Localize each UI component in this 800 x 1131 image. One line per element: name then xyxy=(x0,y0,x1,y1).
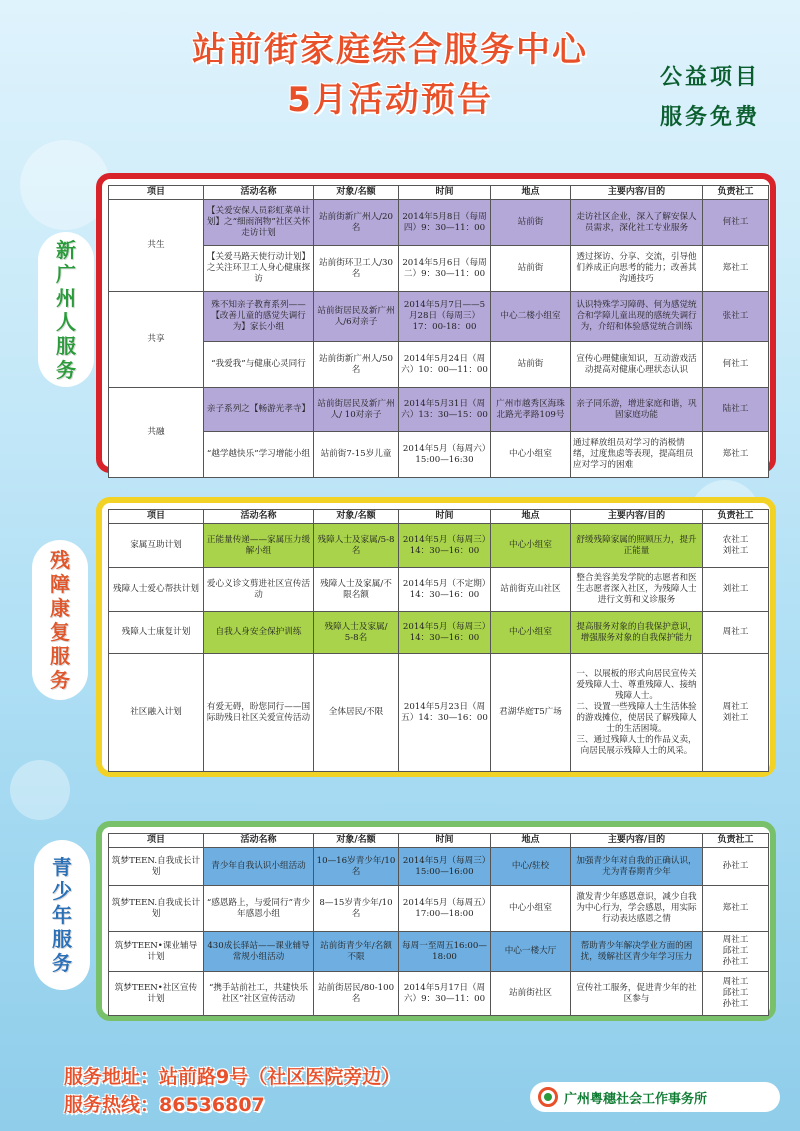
table-row xyxy=(109,886,769,932)
place-cell: 中心二楼小组室 xyxy=(491,292,571,342)
table-row xyxy=(109,246,769,292)
target-cell: 站前街青少年/名额不限 xyxy=(314,932,399,972)
activity-table xyxy=(108,509,769,772)
activity-table xyxy=(108,185,769,478)
project-cell: 筑梦TEEN•课业辅导计划 xyxy=(109,932,204,972)
column-header: 活动名称 xyxy=(204,510,314,524)
decorative-bubble xyxy=(10,760,70,820)
target-cell: 站前街新广州人/50名 xyxy=(314,342,399,388)
content-cell: 认识特殊学习障碍、何为感觉统合和学障儿童出现的感统失调行为，介绍和体验感觉统合训练 xyxy=(571,292,703,342)
section-disability-rehab xyxy=(96,497,776,777)
worker-cell: 周社工 邱社工 孙社工 xyxy=(703,932,769,972)
time-cell: 2014年5月7日——5月28日（每周三）17：00-18：00 xyxy=(399,292,491,342)
organization-name: 广州粤穗社会工作事务所 xyxy=(564,1091,708,1107)
label-char: 残 xyxy=(50,548,70,572)
table-row xyxy=(109,200,769,246)
column-header: 时间 xyxy=(399,510,491,524)
project-cell: 筑梦TEEN•社区宣传计划 xyxy=(109,972,204,1016)
column-header: 对象/名额 xyxy=(314,186,399,200)
label-char: 障 xyxy=(50,572,70,596)
worker-cell: 周社工 邱社工 孙社工 xyxy=(703,972,769,1016)
time-cell: 2014年5月31日（周六）13：30—15：00 xyxy=(399,388,491,432)
target-cell: 残障人士及家属/5-8名 xyxy=(314,524,399,568)
section-label-disability-rehab xyxy=(32,540,88,700)
section-label-youth xyxy=(34,840,90,990)
slogan-line-2: 服务免费 xyxy=(659,104,760,130)
content-cell: 整合美容美发学院的志愿者和医生志愿者深入社区，为残障人士进行文剪和义诊服务 xyxy=(571,568,703,612)
content-cell: 通过释放组员对学习的消极情绪，过度焦虑等表现，提高组员应对学习的困难 xyxy=(571,432,703,478)
target-cell: 8—15岁青少年/10名 xyxy=(314,886,399,932)
content-cell: 宣传心理健康知识，互动游戏活动提高对健康心理状态认识 xyxy=(571,342,703,388)
project-cell: 筑梦TEEN.自我成长计划 xyxy=(109,886,204,932)
slogan-line-1: 公益项目 xyxy=(659,64,760,90)
table-header-row xyxy=(109,510,769,524)
table-row xyxy=(109,932,769,972)
content-cell: 亲子同乐游，增进家庭和谐，巩固家庭功能 xyxy=(571,388,703,432)
label-char: 务 xyxy=(52,951,72,975)
column-header: 项目 xyxy=(109,834,204,848)
project-cell: 社区融入计划 xyxy=(109,654,204,772)
activity-name-cell: “携手站前社工，共建快乐社区”社区宣传活动 xyxy=(204,972,314,1016)
column-header: 负责社工 xyxy=(703,510,769,524)
place-cell: 中心一楼大厅 xyxy=(491,932,571,972)
place-cell: 中心小组室 xyxy=(491,524,571,568)
place-cell: 君湖华庭T5广场 xyxy=(491,654,571,772)
organization-logo-icon xyxy=(538,1087,558,1107)
content-cell: 舒缓残障家属的照顾压力，提升正能量 xyxy=(571,524,703,568)
label-char: 广 xyxy=(56,261,76,286)
worker-cell: 陆社工 xyxy=(703,388,769,432)
time-cell: 2014年5月（每周三）14：30—16：00 xyxy=(399,612,491,654)
project-cell: 残障人士爱心帮扶计划 xyxy=(109,568,204,612)
worker-cell: 郑社工 xyxy=(703,246,769,292)
column-header: 对象/名额 xyxy=(314,834,399,848)
activity-name-cell: “我爱我”与健康心灵同行 xyxy=(204,342,314,388)
place-cell: 中心小组室 xyxy=(491,612,571,654)
target-cell: 10—16岁青少年/10名 xyxy=(314,848,399,886)
table-row xyxy=(109,612,769,654)
organization-badge xyxy=(530,1082,780,1112)
label-char: 务 xyxy=(56,357,76,382)
time-cell: 2014年5月（每周五）17:00—18:00 xyxy=(399,886,491,932)
activity-name-cell: “越学越快乐”学习增能小组 xyxy=(204,432,314,478)
place-cell: 站前街社区 xyxy=(491,972,571,1016)
place-cell: 广州市越秀区海珠北路光孝路109号 xyxy=(491,388,571,432)
worker-cell: 郑社工 xyxy=(703,886,769,932)
place-cell: 站前街 xyxy=(491,342,571,388)
column-header: 项目 xyxy=(109,186,204,200)
label-char: 康 xyxy=(50,596,70,620)
column-header: 地点 xyxy=(491,510,571,524)
column-header: 地点 xyxy=(491,186,571,200)
label-char: 年 xyxy=(52,903,72,927)
activity-name-cell: “感恩路上，与爱同行”青少年感恩小组 xyxy=(204,886,314,932)
time-cell: 2014年5月17日（周六）9：30—11：00 xyxy=(399,972,491,1016)
table-row xyxy=(109,654,769,772)
label-char: 少 xyxy=(52,879,72,903)
table-row xyxy=(109,848,769,886)
time-cell: 2014年5月（不定期）14：30—16：00 xyxy=(399,568,491,612)
project-cell: 筑梦TEEN.自我成长计划 xyxy=(109,848,204,886)
page-subtitle: 5月活动预告 xyxy=(287,80,493,120)
table-row xyxy=(109,524,769,568)
label-char: 新 xyxy=(56,237,76,262)
column-header: 负责社工 xyxy=(703,186,769,200)
content-cell: 加强青少年对自我的正确认识，尤为青春期青少年 xyxy=(571,848,703,886)
column-header: 时间 xyxy=(399,186,491,200)
activity-name-cell: 亲子系列之【畅游光孝寺】 xyxy=(204,388,314,432)
project-cell: 家属互助计划 xyxy=(109,524,204,568)
activity-name-cell: 自我人身安全保护训练 xyxy=(204,612,314,654)
worker-cell: 周社工 刘社工 xyxy=(703,654,769,772)
table-row xyxy=(109,342,769,388)
project-cell: 共享 xyxy=(109,292,204,388)
page-title: 站前街家庭综合服务中心 xyxy=(192,30,588,70)
place-cell: 站前街克山社区 xyxy=(491,568,571,612)
content-cell: 提高服务对象的自我保护意识，增强服务对象的自我保护能力 xyxy=(571,612,703,654)
place-cell: 站前街 xyxy=(491,246,571,292)
project-cell: 共融 xyxy=(109,388,204,478)
target-cell: 全体居民/不限 xyxy=(314,654,399,772)
worker-cell: 农社工 刘社工 xyxy=(703,524,769,568)
table-row xyxy=(109,568,769,612)
table-row xyxy=(109,972,769,1016)
project-cell: 共生 xyxy=(109,200,204,292)
place-cell: 中心小组室 xyxy=(491,886,571,932)
target-cell: 残障人士及家属/ 5-8名 xyxy=(314,612,399,654)
activity-name-cell: 【关爱安保人员彩虹菜单计划】之“细雨润物”社区关怀走访计划 xyxy=(204,200,314,246)
column-header: 主要内容/目的 xyxy=(571,834,703,848)
section-label-new-guangzhou xyxy=(38,232,94,387)
target-cell: 站前街环卫工人/30名 xyxy=(314,246,399,292)
label-char: 人 xyxy=(56,309,76,334)
label-char: 务 xyxy=(50,668,70,692)
worker-cell: 郑社工 xyxy=(703,432,769,478)
content-cell: 激发青少年感恩意识，减少自我为中心行为，学会感恩，用实际行动表达感恩之情 xyxy=(571,886,703,932)
content-cell: 透过探访、分享、交流，引导他们养成正向思考的能力；改善其沟通技巧 xyxy=(571,246,703,292)
activity-name-cell: 有爱无碍，盼您同行——国际助残日社区关爱宣传活动 xyxy=(204,654,314,772)
target-cell: 站前街居民及新广州人/ 10对亲子 xyxy=(314,388,399,432)
content-cell: 一、以展板的形式向居民宣传关爱残障人士、尊重残障人、接纳残障人士。 二、设置一些残障人士生活体验的游戏摊位，使居民了解残障人士的生活困境。 三、通过残障人士的作品义卖，向居民展示残障人士的风采。 xyxy=(571,654,703,772)
activity-name-cell: 殊不知亲子教育系列——【改善儿童的感觉失调行为】家长小组 xyxy=(204,292,314,342)
time-cell: 2014年5月24日（周六）10：00—11：00 xyxy=(399,342,491,388)
service-address: 服务地址：站前路9号（社区医院旁边） xyxy=(64,1066,401,1088)
time-cell: 2014年5月（每周三）14：30—16：00 xyxy=(399,524,491,568)
place-cell: 中心小组室 xyxy=(491,432,571,478)
label-char: 服 xyxy=(52,927,72,951)
section-new-guangzhou xyxy=(96,173,776,473)
label-char: 复 xyxy=(50,620,70,644)
target-cell: 站前街居民及新广州人/6对亲子 xyxy=(314,292,399,342)
table-header-row xyxy=(109,186,769,200)
activity-name-cell: 青少年自我认识小组活动 xyxy=(204,848,314,886)
time-cell: 2014年5月（每周六）15:00—16:30 xyxy=(399,432,491,478)
column-header: 活动名称 xyxy=(204,834,314,848)
content-cell: 走访社区企业，深入了解安保人员需求，深化社工专业服务 xyxy=(571,200,703,246)
target-cell: 站前街新广州人/20名 xyxy=(314,200,399,246)
worker-cell: 刘社工 xyxy=(703,568,769,612)
label-char: 州 xyxy=(56,285,76,310)
target-cell: 残障人士及家属/不限名额 xyxy=(314,568,399,612)
target-cell: 站前街居民/80-100名 xyxy=(314,972,399,1016)
time-cell: 2014年5月8日（每周四）9：30—11：00 xyxy=(399,200,491,246)
section-youth xyxy=(96,821,776,1021)
column-header: 负责社工 xyxy=(703,834,769,848)
column-header: 主要内容/目的 xyxy=(571,186,703,200)
place-cell: 中心/驻校 xyxy=(491,848,571,886)
time-cell: 2014年5月23日（周五）14：30—16：00 xyxy=(399,654,491,772)
target-cell: 站前街7-15岁儿童 xyxy=(314,432,399,478)
table-row xyxy=(109,432,769,478)
content-cell: 宣传社工服务，促进青少年的社区参与 xyxy=(571,972,703,1016)
worker-cell: 何社工 xyxy=(703,342,769,388)
column-header: 主要内容/目的 xyxy=(571,510,703,524)
worker-cell: 孙社工 xyxy=(703,848,769,886)
service-hotline: 服务热线：86536807 xyxy=(64,1094,265,1116)
worker-cell: 张社工 xyxy=(703,292,769,342)
activity-name-cell: 【关爱马路天使行动计划】之关注环卫工人身心健康探访 xyxy=(204,246,314,292)
activity-table xyxy=(108,833,769,1016)
time-cell: 每周一至周五16:00—18:00 xyxy=(399,932,491,972)
table-header-row xyxy=(109,834,769,848)
content-cell: 帮助青少年解决学业方面的困扰，缓解社区青少年学习压力 xyxy=(571,932,703,972)
project-cell: 残障人士康复计划 xyxy=(109,612,204,654)
label-char: 服 xyxy=(56,333,76,358)
activity-name-cell: 爱心义诊文剪进社区宣传活动 xyxy=(204,568,314,612)
worker-cell: 周社工 xyxy=(703,612,769,654)
column-header: 对象/名额 xyxy=(314,510,399,524)
column-header: 项目 xyxy=(109,510,204,524)
place-cell: 站前街 xyxy=(491,200,571,246)
activity-name-cell: 430成长驿站——课业辅导常规小组活动 xyxy=(204,932,314,972)
activity-name-cell: 正能量传递——家属压力缓解小组 xyxy=(204,524,314,568)
column-header: 时间 xyxy=(399,834,491,848)
column-header: 活动名称 xyxy=(204,186,314,200)
table-row xyxy=(109,388,769,432)
label-char: 服 xyxy=(50,644,70,668)
time-cell: 2014年5月6日（每周二）9：30—11：00 xyxy=(399,246,491,292)
column-header: 地点 xyxy=(491,834,571,848)
label-char: 青 xyxy=(52,855,72,879)
time-cell: 2014年5月（每周三）15:00—16:00 xyxy=(399,848,491,886)
worker-cell: 何社工 xyxy=(703,200,769,246)
table-row xyxy=(109,292,769,342)
